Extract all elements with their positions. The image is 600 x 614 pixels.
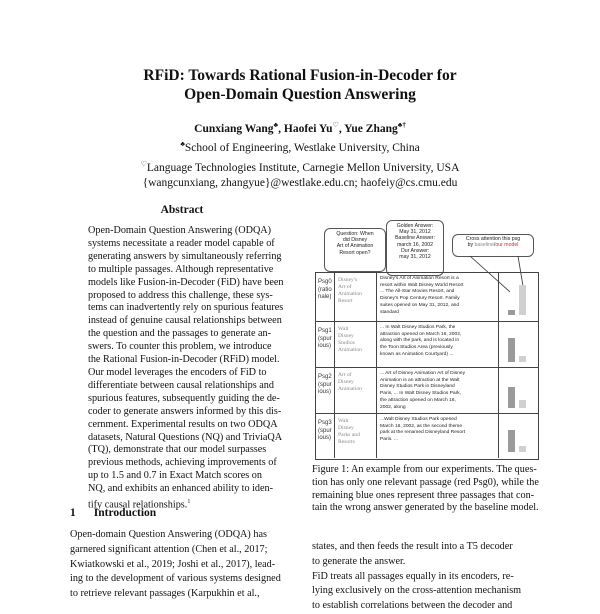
figure-caption xyxy=(312,464,538,515)
abstract-line: to multiple passages. Although representative xyxy=(88,263,274,275)
abstract-heading: Abstract xyxy=(160,204,204,216)
abstract-line: proposed to address this challenge, these sys- xyxy=(88,289,273,301)
passage-title-line: Disney xyxy=(338,425,354,431)
abstract-line: up to 1.5 and 0.7 in Exact Match scores on xyxy=(88,470,262,482)
answer-line: Our Answer: xyxy=(400,247,430,254)
abstract-line: Open-Domain Question Answering (ODQA) xyxy=(88,225,272,236)
affiliation-1: ♣School of Engineering, Westlake University, China xyxy=(180,140,420,155)
author-block xyxy=(60,118,540,191)
right-column-body xyxy=(312,540,538,614)
body-line: states, and then feeds the result into a T5 decoder xyxy=(312,541,513,552)
abstract-line: spurious features, subsequently guiding the de- xyxy=(88,392,280,404)
passage-label xyxy=(318,374,332,397)
attention-chart xyxy=(502,374,534,408)
passage-title-line: Walt xyxy=(338,418,349,424)
caption-line: tain the wrong answer generated by the baseline model. xyxy=(312,502,539,514)
question-line: Question: When xyxy=(336,231,374,237)
passage-text xyxy=(380,371,498,411)
passage-title xyxy=(338,277,378,305)
passage-title-line: Animation xyxy=(338,386,362,392)
passage-label-line: Psg0 xyxy=(318,279,332,285)
attention-chart xyxy=(502,281,534,315)
passage-row xyxy=(316,321,538,368)
passage-text-line: suites opened on May 31, 2012, and xyxy=(380,302,460,308)
passage-label-line: Psg1 xyxy=(318,328,332,334)
abstract-line: differentiate between causal relationships and xyxy=(88,379,274,391)
passage-title-line: Disney's xyxy=(338,277,358,283)
passage-text-line: Disney Studios Park in Disneyland xyxy=(380,384,455,390)
paper-title: RFiD: Towards Rational Fusion-in-Decoder for Open-Domain Question Answering xyxy=(143,67,457,103)
passage-text-line: ... The All-Star Movies Resort, and xyxy=(380,289,455,295)
abstract-line: models like Fusion-in-Decoder (FiD) have been xyxy=(88,276,284,288)
abstract-line: cernment. Experimental results on two ODQA xyxy=(88,418,278,430)
passage-text-line: ... Art of Disney Animation Art of Disney xyxy=(380,371,466,376)
passage-label-line: ious) xyxy=(318,343,332,349)
abstract-line: instead of genuine causal relationships between xyxy=(88,315,282,327)
passage-text-line: the attraction opened on March 16, xyxy=(380,397,456,403)
baseline-attention-bar xyxy=(508,338,515,362)
passage-label-line: (spur xyxy=(318,427,332,434)
passage-title xyxy=(338,372,378,393)
passage-text xyxy=(380,276,498,316)
passage-title-line: Animation xyxy=(338,347,362,353)
answer-line: Baseline Answer: xyxy=(395,235,435,242)
abstract-line: tems can inadvertently rely on spurious features xyxy=(88,302,284,314)
author-names: Cunxiang Wang♣, Haofei Yu♡, Yue Zhang♣† xyxy=(194,121,406,135)
abstract-line: (TQ), demonstrate that our model surpasses xyxy=(88,444,267,456)
introduction-line: garnered significant attention (Chen et al., 2017; xyxy=(70,543,268,555)
passage-title-line: Disney xyxy=(338,379,354,385)
passage-title xyxy=(338,326,378,354)
passage-table xyxy=(315,272,539,460)
passage-text xyxy=(380,417,498,444)
passage-text-line: Disney's Art of Animation Resort is a xyxy=(380,276,459,281)
passage-text-line: known as Animation Courtyard) ... xyxy=(380,351,454,357)
abstract-line: swers. To counter this problem, we introduce xyxy=(88,341,272,353)
our-model-attention-bar xyxy=(519,446,526,452)
passage-text-line: ... In Walt Disney Studios Park, the xyxy=(380,325,456,330)
figure-1 xyxy=(310,220,542,460)
passage-label-line: Psg3 xyxy=(318,420,332,426)
question-line: Art of Animation xyxy=(336,243,374,250)
answer-line: May 31, 2012 xyxy=(399,229,431,236)
passage-title-line: Disney xyxy=(338,333,354,339)
passage-label xyxy=(318,328,332,351)
passage-label-line: (spur xyxy=(318,335,332,342)
passage-row xyxy=(316,367,538,414)
passage-text-line: along with the park, and is located in xyxy=(380,338,460,344)
passage-title-line: Art of xyxy=(338,284,352,290)
introduction-body xyxy=(70,528,298,602)
section-heading-introduction: 1 Introduction xyxy=(70,507,157,519)
attention-chart xyxy=(502,328,534,362)
table-divider xyxy=(498,368,499,414)
passage-text-line: the Toon Studios Area (previously xyxy=(380,345,453,351)
passage-title-line: Art of xyxy=(338,372,352,378)
passage-text-line: March 16, 2002, as the second theme xyxy=(380,423,463,429)
passage-text-line: Disney's Pop Century Resort. Family xyxy=(380,296,460,302)
passage-text-line: Animation is an attraction at the Walt xyxy=(380,377,460,383)
passage-title-line: Animation xyxy=(338,291,362,297)
passage-label-line: nale) xyxy=(318,294,332,300)
introduction-line: Kwiatkowski et al., 2019; Joshi et al., 2017), lead- xyxy=(70,558,276,570)
passage-label-line: ious) xyxy=(318,435,332,441)
abstract-line: tify causal relationships. xyxy=(88,499,188,511)
passage-text-line: Paris, ... In Walt Disney Studios Park, xyxy=(380,391,462,397)
answer-line: Golden Answer: xyxy=(396,223,434,229)
affiliation-2: ♡Language Technologies Institute, Carnegie Mellon University, USA xyxy=(140,159,460,174)
body-line: FiD treats all passages equally in its encoders, re- xyxy=(312,570,514,582)
introduction-line: Open-domain Question Answering (ODQA) has xyxy=(70,529,267,540)
passage-label-line: Psg2 xyxy=(318,374,332,380)
body-line: lying exclusively on the cross-attention mechanism xyxy=(312,585,522,597)
baseline-attention-bar xyxy=(508,430,515,452)
body-line: to establish correlations between the decoder and xyxy=(312,600,513,612)
attention-chart xyxy=(502,418,534,452)
abstract-line: Our model leverages the encoders of FiD to xyxy=(88,366,267,378)
passage-label xyxy=(318,420,332,443)
our-model-attention-bar xyxy=(519,400,526,408)
table-divider xyxy=(498,273,499,321)
passage-row xyxy=(316,413,538,458)
passage-label-line: (ratio xyxy=(318,286,332,293)
abstract-line: NQ, and exhibits an enhanced ability to iden- xyxy=(88,483,274,495)
passage-title-line: Resort xyxy=(338,298,353,304)
passage-row xyxy=(316,273,538,321)
passage-label xyxy=(318,279,332,302)
our-model-attention-bar xyxy=(519,356,526,362)
passage-text-line: attraction opened on March 16, 2002, xyxy=(380,331,462,337)
introduction-line: to retrieve relevant passages (Karpukhin et al., xyxy=(70,588,260,600)
abstract-line: previous methods, achieving improvements of xyxy=(88,457,277,469)
footnote-mark: 1 xyxy=(187,499,191,506)
abstract-line: the question and the passages to generate an- xyxy=(88,328,272,340)
table-divider xyxy=(498,322,499,368)
cross-attention-legend: Cross attention this psg by baseline/our model xyxy=(452,234,534,257)
caption-line: remaining blue ones represent three passages that con- xyxy=(312,489,535,501)
table-divider xyxy=(334,273,335,321)
passage-text-line: park at the renamed Disneyland Resort xyxy=(380,430,466,436)
passage-title xyxy=(338,418,378,446)
answer-line: may 31, 2012 xyxy=(399,254,431,261)
caption-line: tion has only one relevant passage (red Psg0), while the xyxy=(312,476,539,488)
abstract-line: coder to generate answers informed by this dis- xyxy=(88,405,282,417)
abstract-line: the Rational Fusion-in-Decoder (RFiD) model. xyxy=(88,354,280,366)
introduction-line: ing to the development of various systems designed xyxy=(70,573,281,585)
passage-label-line: (spur xyxy=(318,381,332,388)
abstract-line: datasets, Natural Questions (NQ) and TriviaQA xyxy=(88,431,283,443)
passage-text-line: Paris. ... xyxy=(380,437,398,443)
our-model-attention-bar xyxy=(519,285,526,315)
passage-text-line: ...Walt Disney Studios Park opened xyxy=(380,417,457,422)
abstract-body xyxy=(88,225,284,512)
passage-title-line: Parks and xyxy=(338,432,360,438)
abstract-line: generating answers by simultaneously referring xyxy=(88,250,282,262)
caption-line: Figure 1: An example from our experiments. The ques- xyxy=(312,464,537,475)
passage-title-line: Studios xyxy=(338,340,355,346)
passage-text-line: standard xyxy=(380,309,400,315)
passage-title-line: Walt xyxy=(338,326,349,332)
table-divider xyxy=(334,322,335,368)
table-divider xyxy=(334,368,335,414)
passage-label-line: ious) xyxy=(318,389,332,395)
body-line: to generate the answer. xyxy=(312,555,406,567)
abstract-line: systems necessitate a reader model capable of xyxy=(88,237,275,249)
passage-text-line: 2002, along xyxy=(380,404,406,410)
question-line: Resort open? xyxy=(339,249,371,256)
baseline-attention-bar xyxy=(508,387,515,408)
question-line: did Disney xyxy=(342,237,368,244)
answer-line: march 16, 2002 xyxy=(396,241,434,248)
passage-title-line: Resorts xyxy=(338,439,355,445)
table-divider xyxy=(498,414,499,458)
passage-text xyxy=(380,325,498,359)
baseline-attention-bar xyxy=(508,310,515,315)
author-emails: {wangcunxiang, zhangyue}@westlake.edu.cn; haofeiy@cs.cmu.edu xyxy=(142,176,458,189)
table-divider xyxy=(334,414,335,458)
passage-text-line: resort within Walt Disney World Resort xyxy=(380,282,464,288)
